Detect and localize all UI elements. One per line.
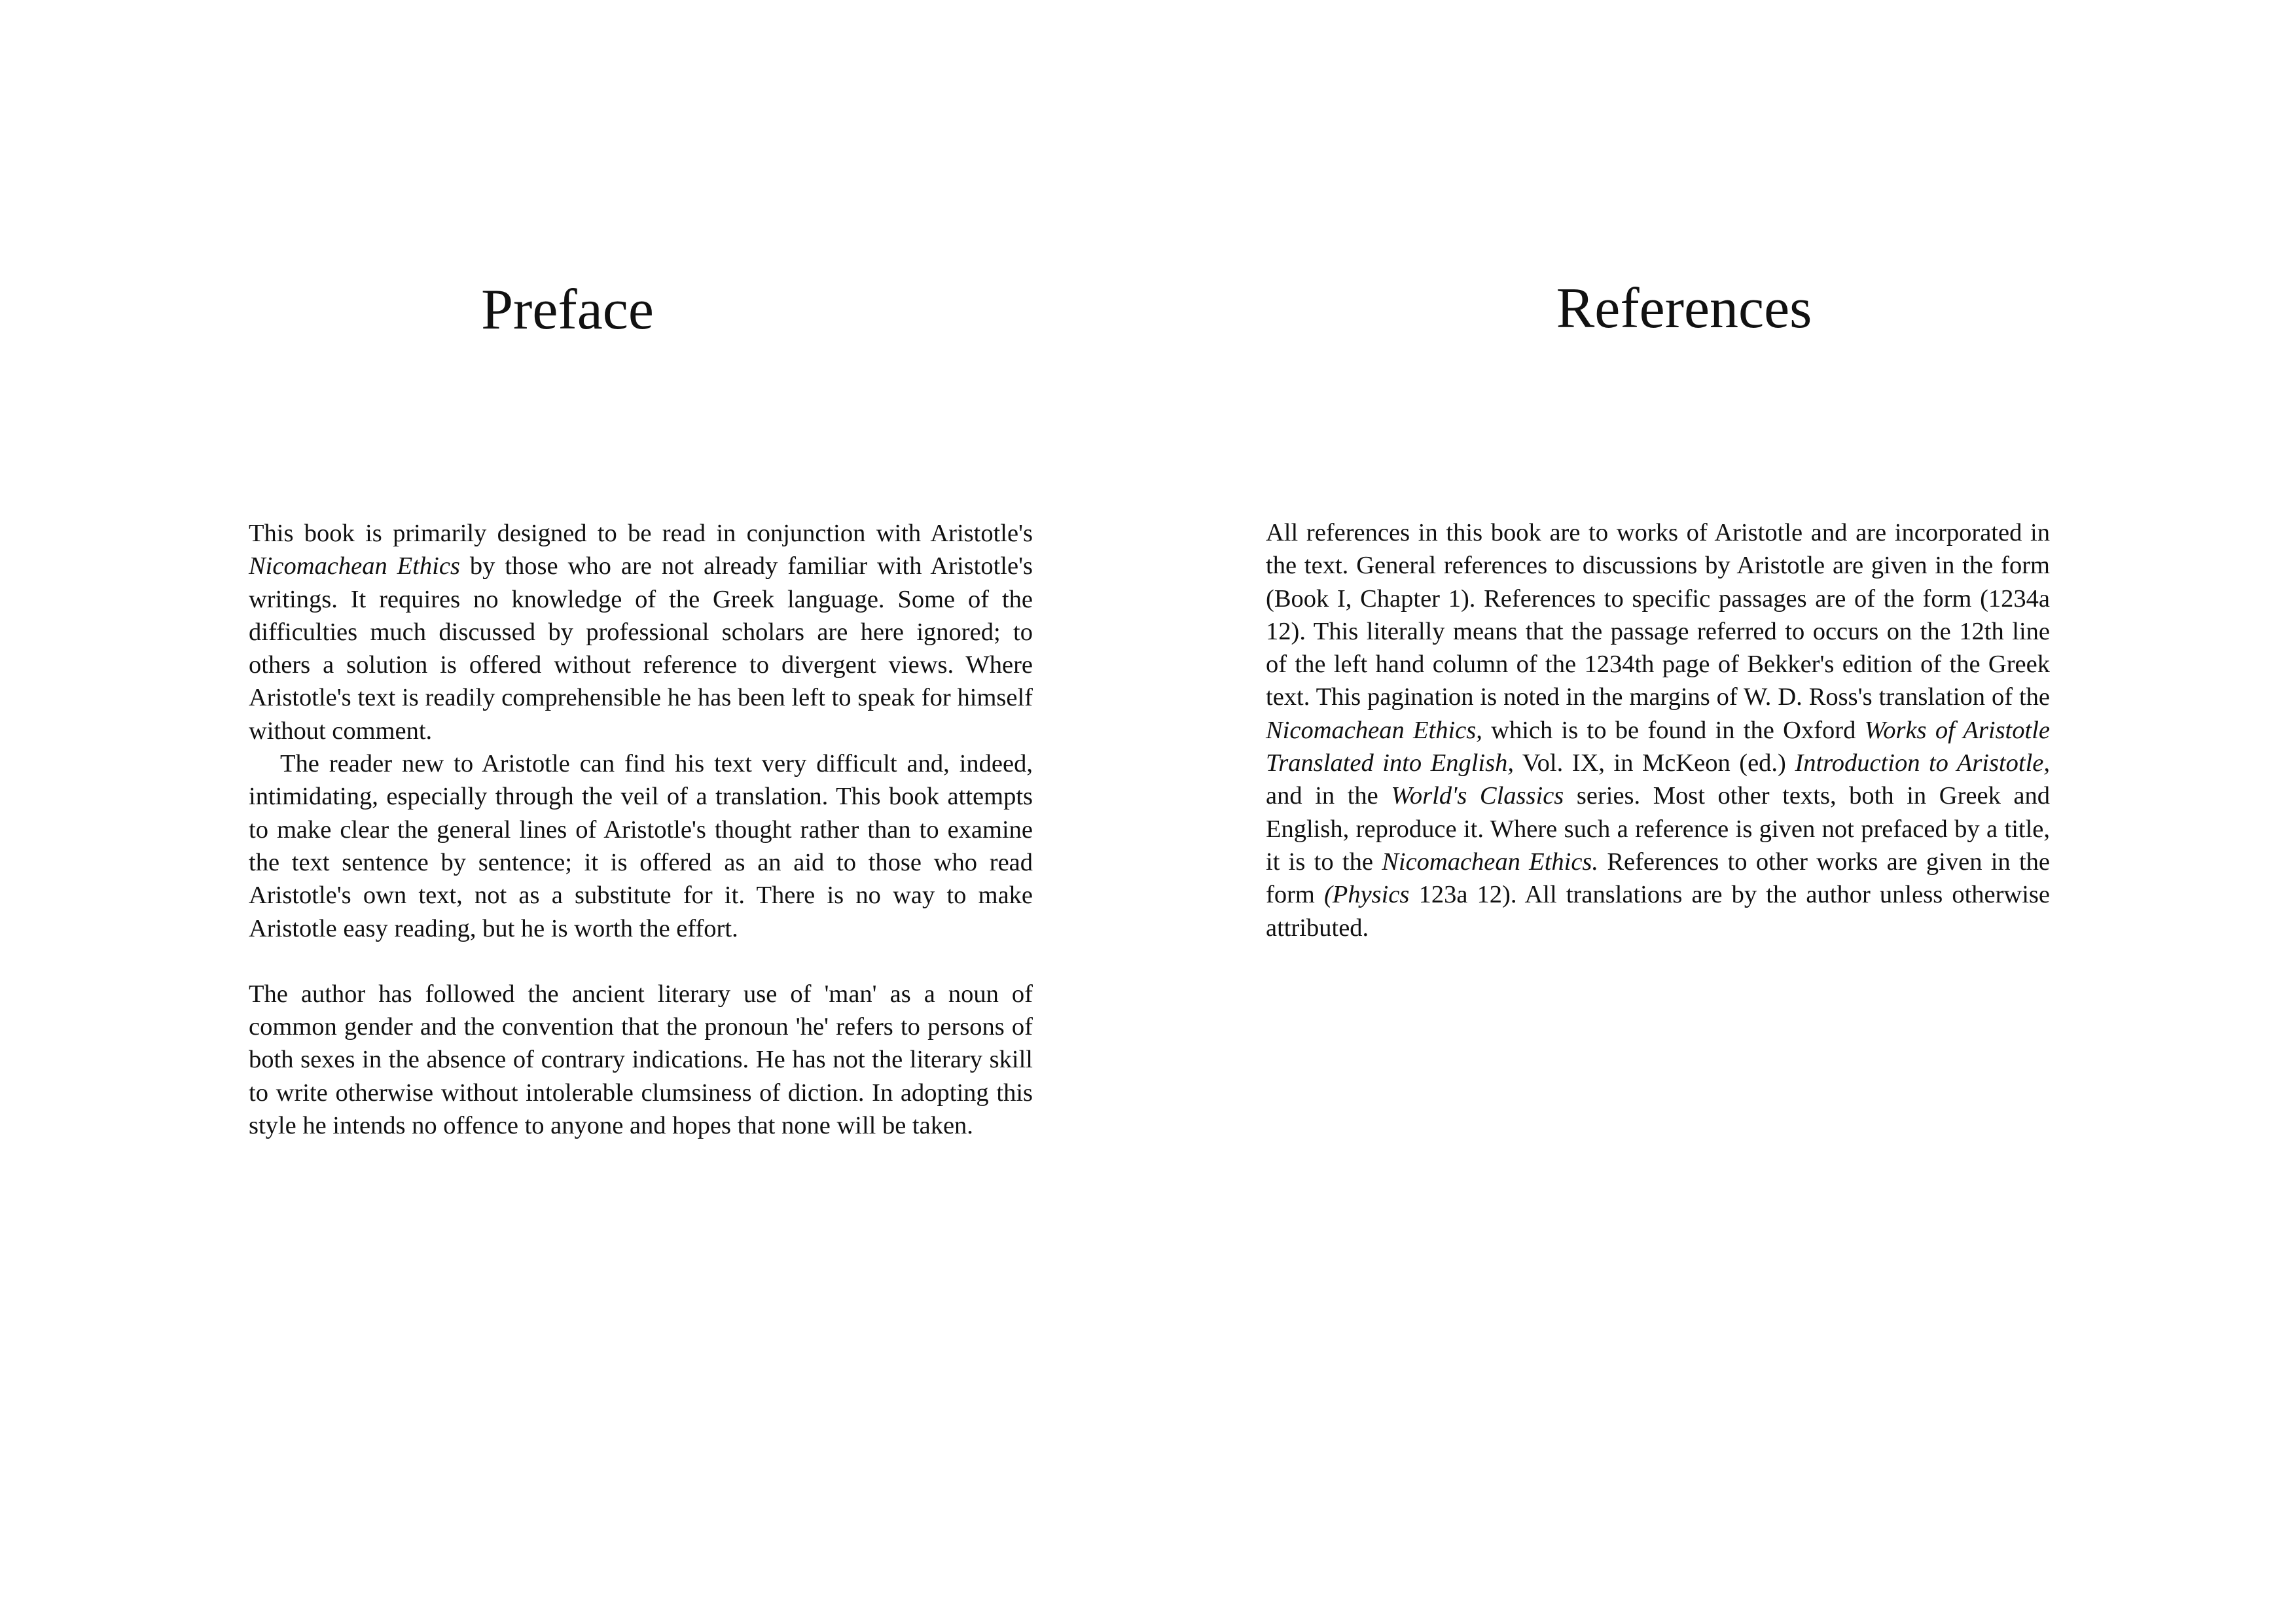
references-heading: References	[1556, 277, 1812, 340]
references-title-nicomachean-ethics-2: Nicomachean Ethics.	[1382, 847, 1599, 876]
references-title-worlds-classics: World's Classics	[1391, 782, 1564, 810]
references-text-7: 123a 12). All translations are by the author unless otherwise attributed.	[1266, 881, 2050, 942]
references-paragraph-1	[1266, 516, 2050, 944]
preface-paragraph-2	[249, 747, 1033, 945]
preface-p3-text: The author has followed the ancient literary use of 'man' as a noun of common gender and the convention that the pronoun 'he' refers to persons of both sexes in the absence of contrary indications. He has not the literary skill to write otherwise without intolerable clumsiness of diction. In adopting this style he intends no offence to anyone and hopes that none will be taken.	[249, 980, 1033, 1140]
preface-paragraph-1	[249, 517, 1033, 747]
references-text-2: which is to be found in the Oxford	[1482, 716, 1865, 744]
preface-p1-text-2: by those who are not already familiar with Aristotle's writings. It requires no knowledge of the Greek language. Some of the difficulties much discussed by professional scholars are here ignored; to others a solution is offered without reference to divergent views. Where Aristotle's text is readily comprehensible he has been left to speak for himself without comment.	[249, 552, 1033, 745]
references-text-6: References to other works are given in the form	[1266, 847, 2050, 909]
preface-p2-text: The reader new to Aristotle can find his text very difficult and, indeed, intimidating, especially through the veil of a translation. This book attempts to make clear the general lines of Aristotle's thought rather than to examine the text sentence by sentence; it is offered as an aid to those who read Aristotle's own text, not as a substitute for it. There is no way to make Aristotle easy reading, but he is worth the effort.	[249, 750, 1033, 942]
references-title-physics: (Physics	[1323, 881, 1410, 909]
references-title-nicomachean-ethics: Nicomachean Ethics,	[1266, 716, 1482, 744]
references-title-works-of-aristotle: Works of Aristotle Translated into English,	[1266, 716, 2050, 777]
preface-body	[249, 517, 1033, 1142]
preface-p1-title-nicomachean-ethics: Nicomachean Ethics	[249, 552, 460, 580]
references-text-4: and in the	[1266, 782, 1391, 810]
references-body	[1266, 516, 2050, 944]
preface-paragraph-3	[249, 978, 1033, 1142]
preface-p1-text-1: This book is primarily designed to be read in conjunction with Aristotle's	[249, 520, 1033, 547]
references-text-1: All references in this book are to works of Aristotle and are incorporated in the text. General references to discussions by Aristotle are given in the form (Book I, Chapter 1). References to specific passages are of the form (1234a 12). This literally means that the passage referred to occurs on the 12th line of the left hand column of the 1234th page of Bekker's edition of the Greek text. This pagination is noted in the margins of W. D. Ross's translation of the	[1266, 519, 2050, 711]
right-page	[1148, 0, 2296, 1623]
references-text-5: series. Most other texts, both in Greek and English, reproduce it. Where such a reference is given not prefaced by a title, it is to the	[1266, 782, 2051, 876]
references-title-introduction-to-aristotle: Introduction to Aristotle,	[1795, 749, 2050, 777]
references-text-3: Vol. IX, in McKeon (ed.)	[1513, 749, 1795, 777]
preface-heading: Preface	[481, 278, 654, 342]
